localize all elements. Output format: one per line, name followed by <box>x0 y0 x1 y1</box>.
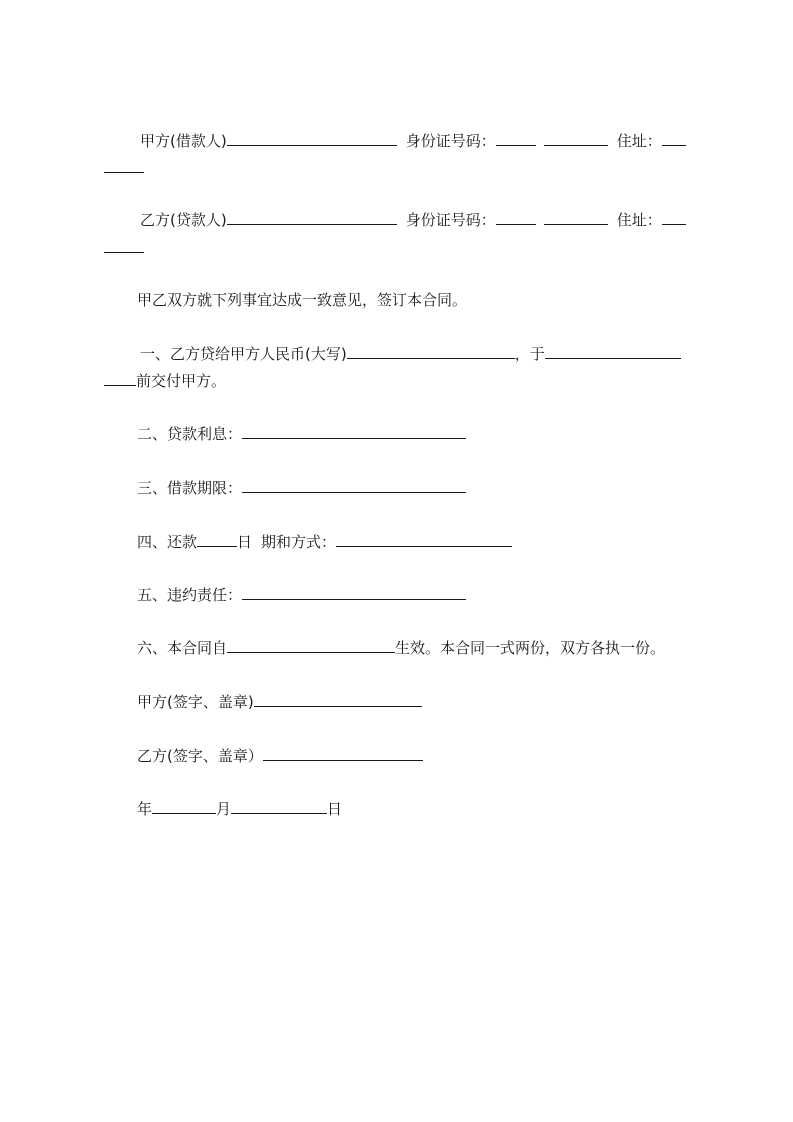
party-b-id-label: 身份证号码： <box>405 211 496 229</box>
clause-1-continuation <box>104 371 226 391</box>
repayment-day-blank[interactable] <box>197 532 237 547</box>
clause-6-suffix: 生效。本合同一式两份，双方各执一份。 <box>395 639 666 657</box>
party-a-address-blank-cont[interactable] <box>104 158 144 173</box>
sign-party-a <box>137 692 422 712</box>
party-b-address-blank[interactable] <box>662 210 686 225</box>
sign-party-b <box>137 746 423 766</box>
party-b-id-blank-2[interactable] <box>544 210 608 225</box>
party-a-id-label: 身份证号码： <box>405 132 496 150</box>
party-b-name-blank[interactable] <box>227 210 397 225</box>
party-b-label: 乙方(贷款人) <box>140 211 227 229</box>
sign-party-b-blank[interactable] <box>263 746 423 761</box>
clause-4-mid: 日 <box>237 533 253 551</box>
intro-paragraph: 甲乙双方就下列事宜达成一致意见，签订本合同。 <box>137 291 468 309</box>
date-month-blank[interactable] <box>231 799 327 814</box>
party-b-address-continuation <box>104 238 144 258</box>
party-a-address-label: 住址： <box>616 132 662 150</box>
clause-5-label: 五、违约责任： <box>137 586 243 604</box>
repayment-method-blank[interactable] <box>336 532 512 547</box>
clause-1-mid: ，于 <box>514 345 545 363</box>
date-year-blank[interactable] <box>152 799 216 814</box>
party-b-id-blank-1[interactable] <box>496 210 536 225</box>
party-a-label: 甲方(借款人) <box>140 132 227 150</box>
clause-4-prefix: 四、还款 <box>137 533 198 551</box>
delivery-date-blank[interactable] <box>545 344 681 359</box>
clause-3 <box>137 478 466 498</box>
clause-6 <box>137 638 665 658</box>
sign-party-b-label: 乙方(签字、盖章） <box>137 747 263 765</box>
party-a-address-blank[interactable] <box>662 131 686 146</box>
term-blank[interactable] <box>242 478 466 493</box>
clause-3-label: 三、借款期限： <box>137 479 243 497</box>
clause-5 <box>137 585 466 605</box>
delivery-date-blank-cont[interactable] <box>104 371 136 386</box>
date-line <box>137 799 342 819</box>
loan-amount-blank[interactable] <box>347 344 515 359</box>
party-b-address-blank-cont[interactable] <box>104 238 144 253</box>
liability-blank[interactable] <box>242 585 466 600</box>
clause-6-prefix: 六、本合同自 <box>137 639 228 657</box>
party-a-id-blank-2[interactable] <box>544 131 608 146</box>
clause-1-prefix: 一、乙方贷给甲方人民币(大写) <box>140 345 347 363</box>
date-month-label: 月 <box>216 800 232 818</box>
sign-party-a-blank[interactable] <box>254 692 422 707</box>
clause-2 <box>137 424 466 444</box>
clause-2-label: 二、贷款利息： <box>137 425 243 443</box>
clause-4-suffix: 期和方式： <box>261 533 337 551</box>
party-b-line <box>140 210 686 230</box>
date-day-label: 日 <box>327 800 343 818</box>
clause-4 <box>137 532 512 552</box>
party-b-address-label: 住址： <box>616 211 662 229</box>
interest-blank[interactable] <box>242 424 466 439</box>
party-a-name-blank[interactable] <box>227 131 397 146</box>
effective-date-blank[interactable] <box>227 638 395 653</box>
party-a-address-continuation <box>104 158 144 178</box>
date-year-label: 年 <box>137 800 153 818</box>
sign-party-a-label: 甲方(签字、盖章) <box>137 693 254 711</box>
clause-1 <box>140 344 681 364</box>
party-a-id-blank-1[interactable] <box>496 131 536 146</box>
party-a-line <box>140 131 686 151</box>
clause-1-suffix: 前交付甲方。 <box>136 372 227 390</box>
